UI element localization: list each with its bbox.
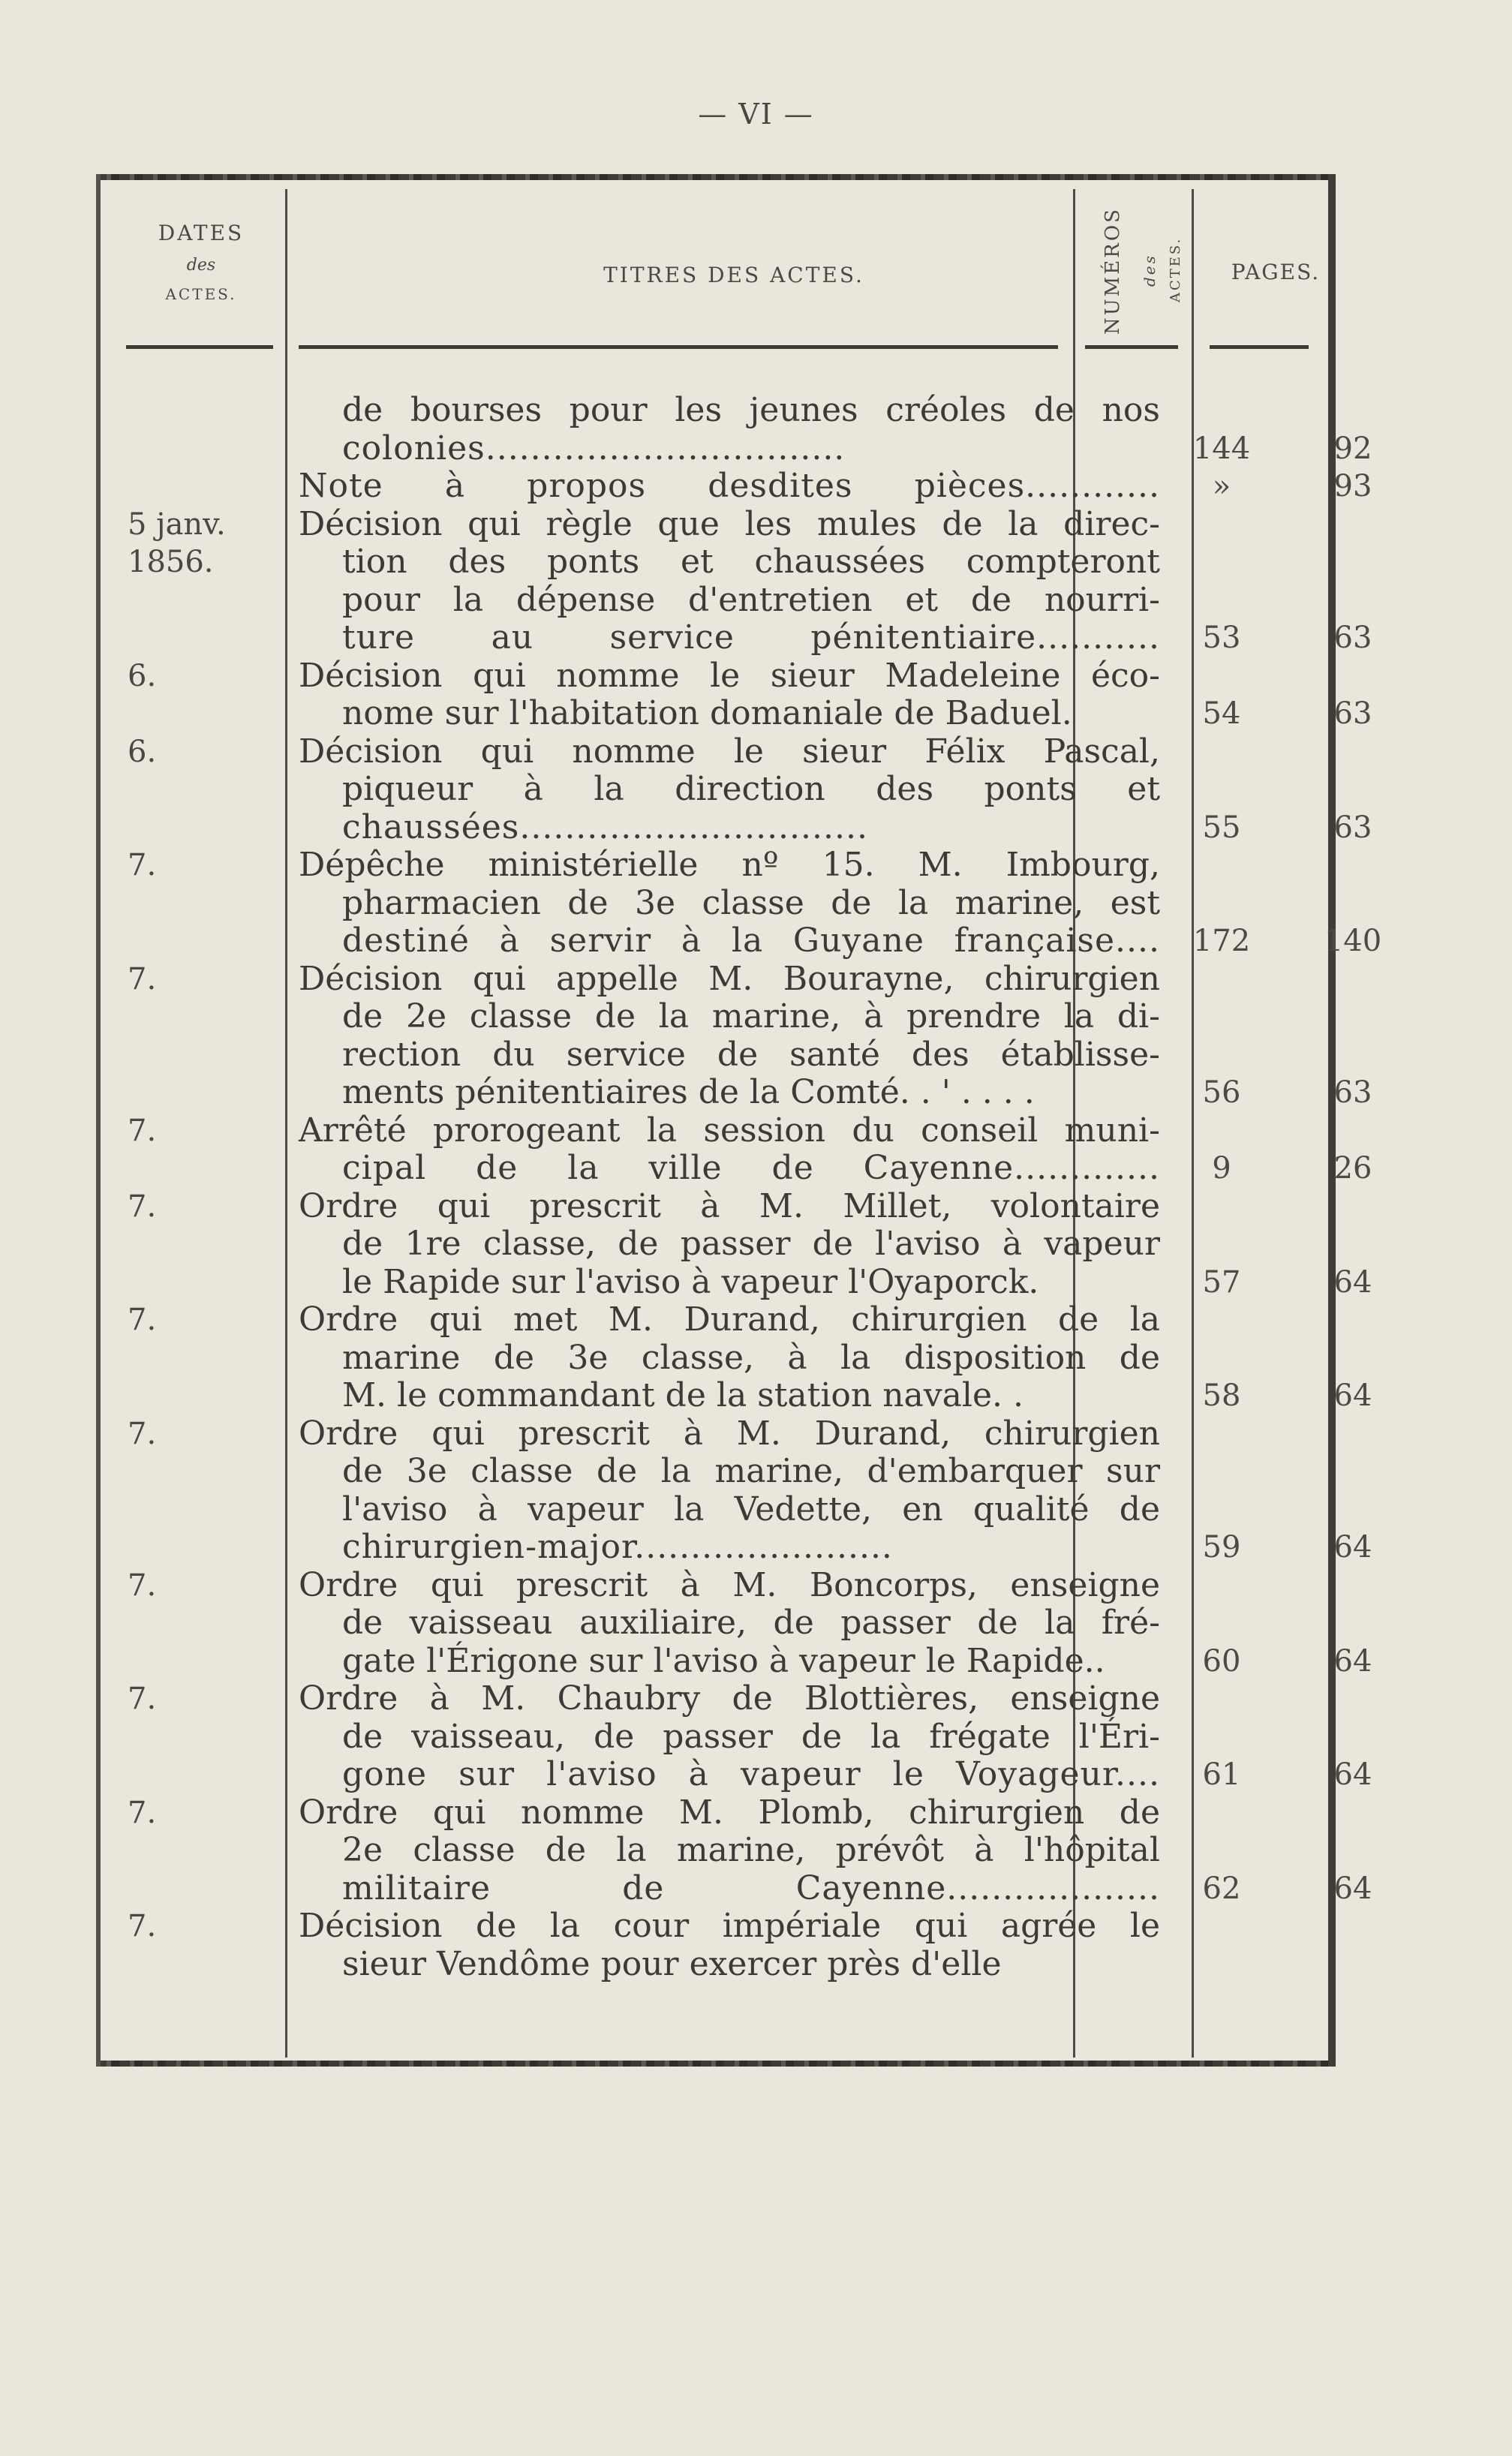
table-row — [96, 1414, 1372, 1567]
entry-title-line: ture au service pénitentiaire........... — [342, 618, 1160, 657]
entry-date-day: 7. — [128, 1303, 157, 1337]
entry-title — [299, 846, 1160, 960]
header-dates-line3: ACTES. — [165, 285, 237, 303]
table-row — [96, 656, 1372, 733]
entry-title-line: Ordre qui prescrit à M. Durand, chirurgien — [299, 1414, 1160, 1453]
table-row — [96, 1565, 1372, 1681]
entry-date — [128, 1415, 270, 1453]
entry-title — [299, 467, 1160, 506]
entry-number: 58 — [1202, 1378, 1241, 1413]
entry-number: 62 — [1202, 1871, 1241, 1906]
numbers-header-underline — [1085, 345, 1178, 349]
entry-page: 63 — [1333, 1075, 1372, 1110]
page-number: — VI — — [698, 98, 814, 131]
entry-date-day: 6. — [128, 734, 157, 769]
entry-title-line: de bourses pour les jeunes créoles de nos — [342, 391, 1160, 429]
table-row — [96, 1679, 1372, 1794]
entry-title-line: Décision qui nomme le sieur Madeleine éco- — [299, 656, 1160, 695]
entry-page: 64 — [1333, 1378, 1372, 1413]
header-dates — [126, 221, 276, 303]
entry-title-line: gate l'Érigone sur l'aviso à vapeur le Rapide.. — [342, 1641, 1105, 1680]
entry-page: 92 — [1333, 431, 1372, 466]
entry-page: 26 — [1333, 1151, 1372, 1186]
header-dates-line1: DATES — [158, 221, 245, 245]
entry-title-line: marine de 3e classe, à la disposition de — [342, 1338, 1160, 1377]
entry-number: 144 — [1192, 431, 1251, 466]
entry-title-line: l'aviso à vapeur la Vedette, en qualité de — [342, 1490, 1160, 1529]
entry-title — [299, 1301, 1160, 1415]
entry-date-year: 1856. — [128, 545, 214, 579]
entry-title-line: Dépêche ministérielle nº 15. M. Imbourg, — [299, 846, 1160, 884]
entry-title-line: cipal de la ville de Cayenne............. — [342, 1149, 1160, 1187]
entry-date-day: 7. — [128, 1416, 157, 1451]
entry-date-day: 7. — [128, 1909, 157, 1943]
bottom-rule — [96, 2061, 1336, 2067]
entry-page: 140 — [1324, 924, 1382, 958]
entry-title-line: Décision de la cour impériale qui agrée le — [299, 1907, 1160, 1945]
entry-title-line: Note à propos desdites pièces............ — [299, 467, 1160, 505]
entry-title — [299, 1907, 1160, 1983]
entry-title — [299, 1415, 1160, 1567]
entry-title-line: rection du service de santé des établisse- — [342, 1035, 1160, 1074]
table-row — [96, 1300, 1372, 1415]
entry-date-day: 7. — [128, 961, 157, 997]
entry-title-line: tion des ponts et chaussées compteront — [342, 543, 1160, 581]
entry-page: 64 — [1333, 1530, 1372, 1565]
entry-date — [128, 1680, 270, 1718]
entry-title — [299, 1680, 1160, 1794]
entry-title-line: pour la dépense d'entretien et de nourri- — [342, 580, 1160, 619]
entry-number: 61 — [1202, 1757, 1241, 1792]
entry-date — [128, 960, 270, 999]
entry-title-line: ments pénitentiaires de la Comté. . ' . . . . — [342, 1073, 1035, 1111]
dates-header-underline — [126, 345, 273, 349]
table-row — [96, 846, 1382, 960]
entry-title-line: de vaisseau auxiliaire, de passer de la fré- — [342, 1604, 1160, 1642]
entry-date — [128, 1188, 270, 1226]
entry-title-line: de 1re classe, de passer de l'aviso à vapeur — [342, 1225, 1160, 1263]
entry-title-line: destiné à servir à la Guyane française.... — [342, 921, 1160, 960]
entry-title — [299, 1188, 1160, 1302]
entry-title-line: le Rapide sur l'aviso à vapeur l'Oyaporck. — [342, 1262, 1039, 1301]
entry-number: 53 — [1202, 621, 1241, 655]
entry-title-line: colonies................................ — [342, 428, 846, 467]
entry-number — [1162, 1946, 1282, 1984]
header-numeros-des: des — [1141, 254, 1159, 287]
entry-title-line: M. le commandant de la station navale. . — [342, 1376, 1024, 1414]
table-row — [96, 732, 1372, 847]
table-row — [96, 959, 1372, 1112]
table-row — [96, 467, 1372, 506]
entry-date-day: 7. — [128, 848, 157, 882]
entry-title-line: Ordre qui prescrit à M. Boncorps, enseigne — [299, 1565, 1160, 1604]
entry-date-day: 7. — [128, 1113, 157, 1148]
entry-title-line: chaussées............................... — [342, 807, 868, 846]
table-row — [96, 1186, 1372, 1302]
table-row — [96, 1111, 1372, 1188]
entry-page: 63 — [1333, 696, 1372, 731]
entry-title — [299, 506, 1160, 657]
entry-title-line: chirurgien-major....................... — [342, 1528, 893, 1566]
entry-number: 55 — [1202, 810, 1241, 845]
entry-title-line: nome sur l'habitation domaniale de Baduel. — [342, 694, 1072, 732]
entry-date — [128, 1794, 270, 1832]
entry-title-line: Arrêté prorogeant la session du conseil muni- — [299, 1111, 1160, 1150]
entry-number: 56 — [1202, 1075, 1241, 1110]
entry-date — [128, 1301, 270, 1339]
entry-date — [128, 1567, 270, 1605]
entry-title-line: sieur Vendôme pour exercer près d'elle — [342, 1944, 1002, 1983]
entry-title-line: gone sur l'aviso à vapeur le Voyageur.... — [342, 1755, 1160, 1793]
entry-page: 93 — [1333, 469, 1372, 504]
entry-title-line: Ordre qui nomme M. Plomb, chirurgien de — [299, 1793, 1160, 1832]
entry-title-line: militaire de Cayenne................... — [342, 1868, 1160, 1907]
entry-date-day: 7. — [128, 1568, 157, 1603]
entry-page: 64 — [1333, 1757, 1372, 1792]
entry-title — [299, 1794, 1160, 1908]
header-dates-line2: des — [186, 256, 216, 275]
entry-date — [128, 733, 270, 771]
entry-title-line: Ordre à M. Chaubry de Blottières, enseigne — [299, 1679, 1160, 1718]
entry-title-line: de 3e classe de la marine, d'embarquer sur — [342, 1452, 1160, 1490]
entry-number: 60 — [1202, 1643, 1241, 1679]
header-numeros: NUMÉROS — [1102, 207, 1124, 335]
entry-date-day: 7. — [128, 1682, 157, 1716]
entry-title-line: piqueur à la direction des ponts et — [342, 770, 1160, 808]
pages-header-underline — [1210, 345, 1309, 349]
entry-title-line: de vaisseau, de passer de la frégate l'Éri- — [342, 1717, 1160, 1756]
entry-page — [1282, 1946, 1424, 1984]
entry-title-line: Ordre qui met M. Durand, chirurgien de la — [299, 1300, 1160, 1339]
entry-title — [299, 1112, 1160, 1188]
entry-date — [128, 1907, 270, 1946]
titles-header-underline — [299, 345, 1058, 349]
entry-page: 63 — [1333, 621, 1372, 655]
entry-page: 64 — [1333, 1264, 1372, 1300]
table-row — [96, 1793, 1372, 1908]
entry-title — [299, 392, 1160, 467]
entry-date-day: 5 janv. — [128, 507, 226, 542]
entry-date — [128, 506, 270, 582]
entry-title-line: Ordre qui prescrit à M. Millet, volontaire — [299, 1186, 1160, 1225]
table-body — [96, 391, 1382, 1983]
entry-page: 64 — [1333, 1643, 1372, 1679]
entry-title-line: Décision qui nomme le sieur Félix Pascal, — [299, 732, 1160, 771]
entry-title-line: 2e classe de la marine, prévôt à l'hôpital — [342, 1831, 1160, 1869]
entry-number: » — [1212, 469, 1231, 504]
entry-number: 172 — [1192, 924, 1251, 958]
entry-number: 57 — [1202, 1264, 1241, 1300]
table-row — [96, 391, 1372, 467]
entry-date — [128, 657, 270, 696]
table-row — [96, 504, 1372, 657]
entry-date-day: 7. — [128, 1189, 157, 1224]
entry-title — [299, 733, 1160, 847]
header-titles: TITRES DES ACTES. — [603, 263, 864, 287]
entry-title-line: pharmacien de 3e classe de la marine, est — [342, 883, 1160, 922]
top-rule — [96, 174, 1336, 180]
entry-title-line: Décision qui règle que les mules de la direc- — [299, 504, 1160, 543]
entry-date-day: 7. — [128, 1795, 157, 1830]
entry-number: 9 — [1212, 1151, 1231, 1186]
entry-page: 64 — [1333, 1871, 1372, 1906]
entry-date-day: 6. — [128, 658, 157, 693]
entry-title — [299, 1567, 1160, 1681]
entry-page: 63 — [1333, 810, 1372, 845]
entry-title-line: Décision qui appelle M. Bourayne, chirurgien — [299, 959, 1160, 998]
entry-title — [299, 657, 1160, 733]
entry-number: 59 — [1202, 1530, 1241, 1565]
entry-title — [299, 960, 1160, 1112]
entry-number: 54 — [1202, 696, 1241, 731]
header-numeros-actes: ACTES. — [1168, 236, 1183, 302]
table-row — [96, 1907, 1336, 1983]
entry-title-line: de 2e classe de la marine, à prendre la di- — [342, 997, 1160, 1036]
table-frame — [96, 174, 1382, 2067]
header-pages: PAGES. — [1231, 260, 1321, 284]
entry-date — [128, 1112, 270, 1150]
entry-date — [128, 846, 270, 885]
